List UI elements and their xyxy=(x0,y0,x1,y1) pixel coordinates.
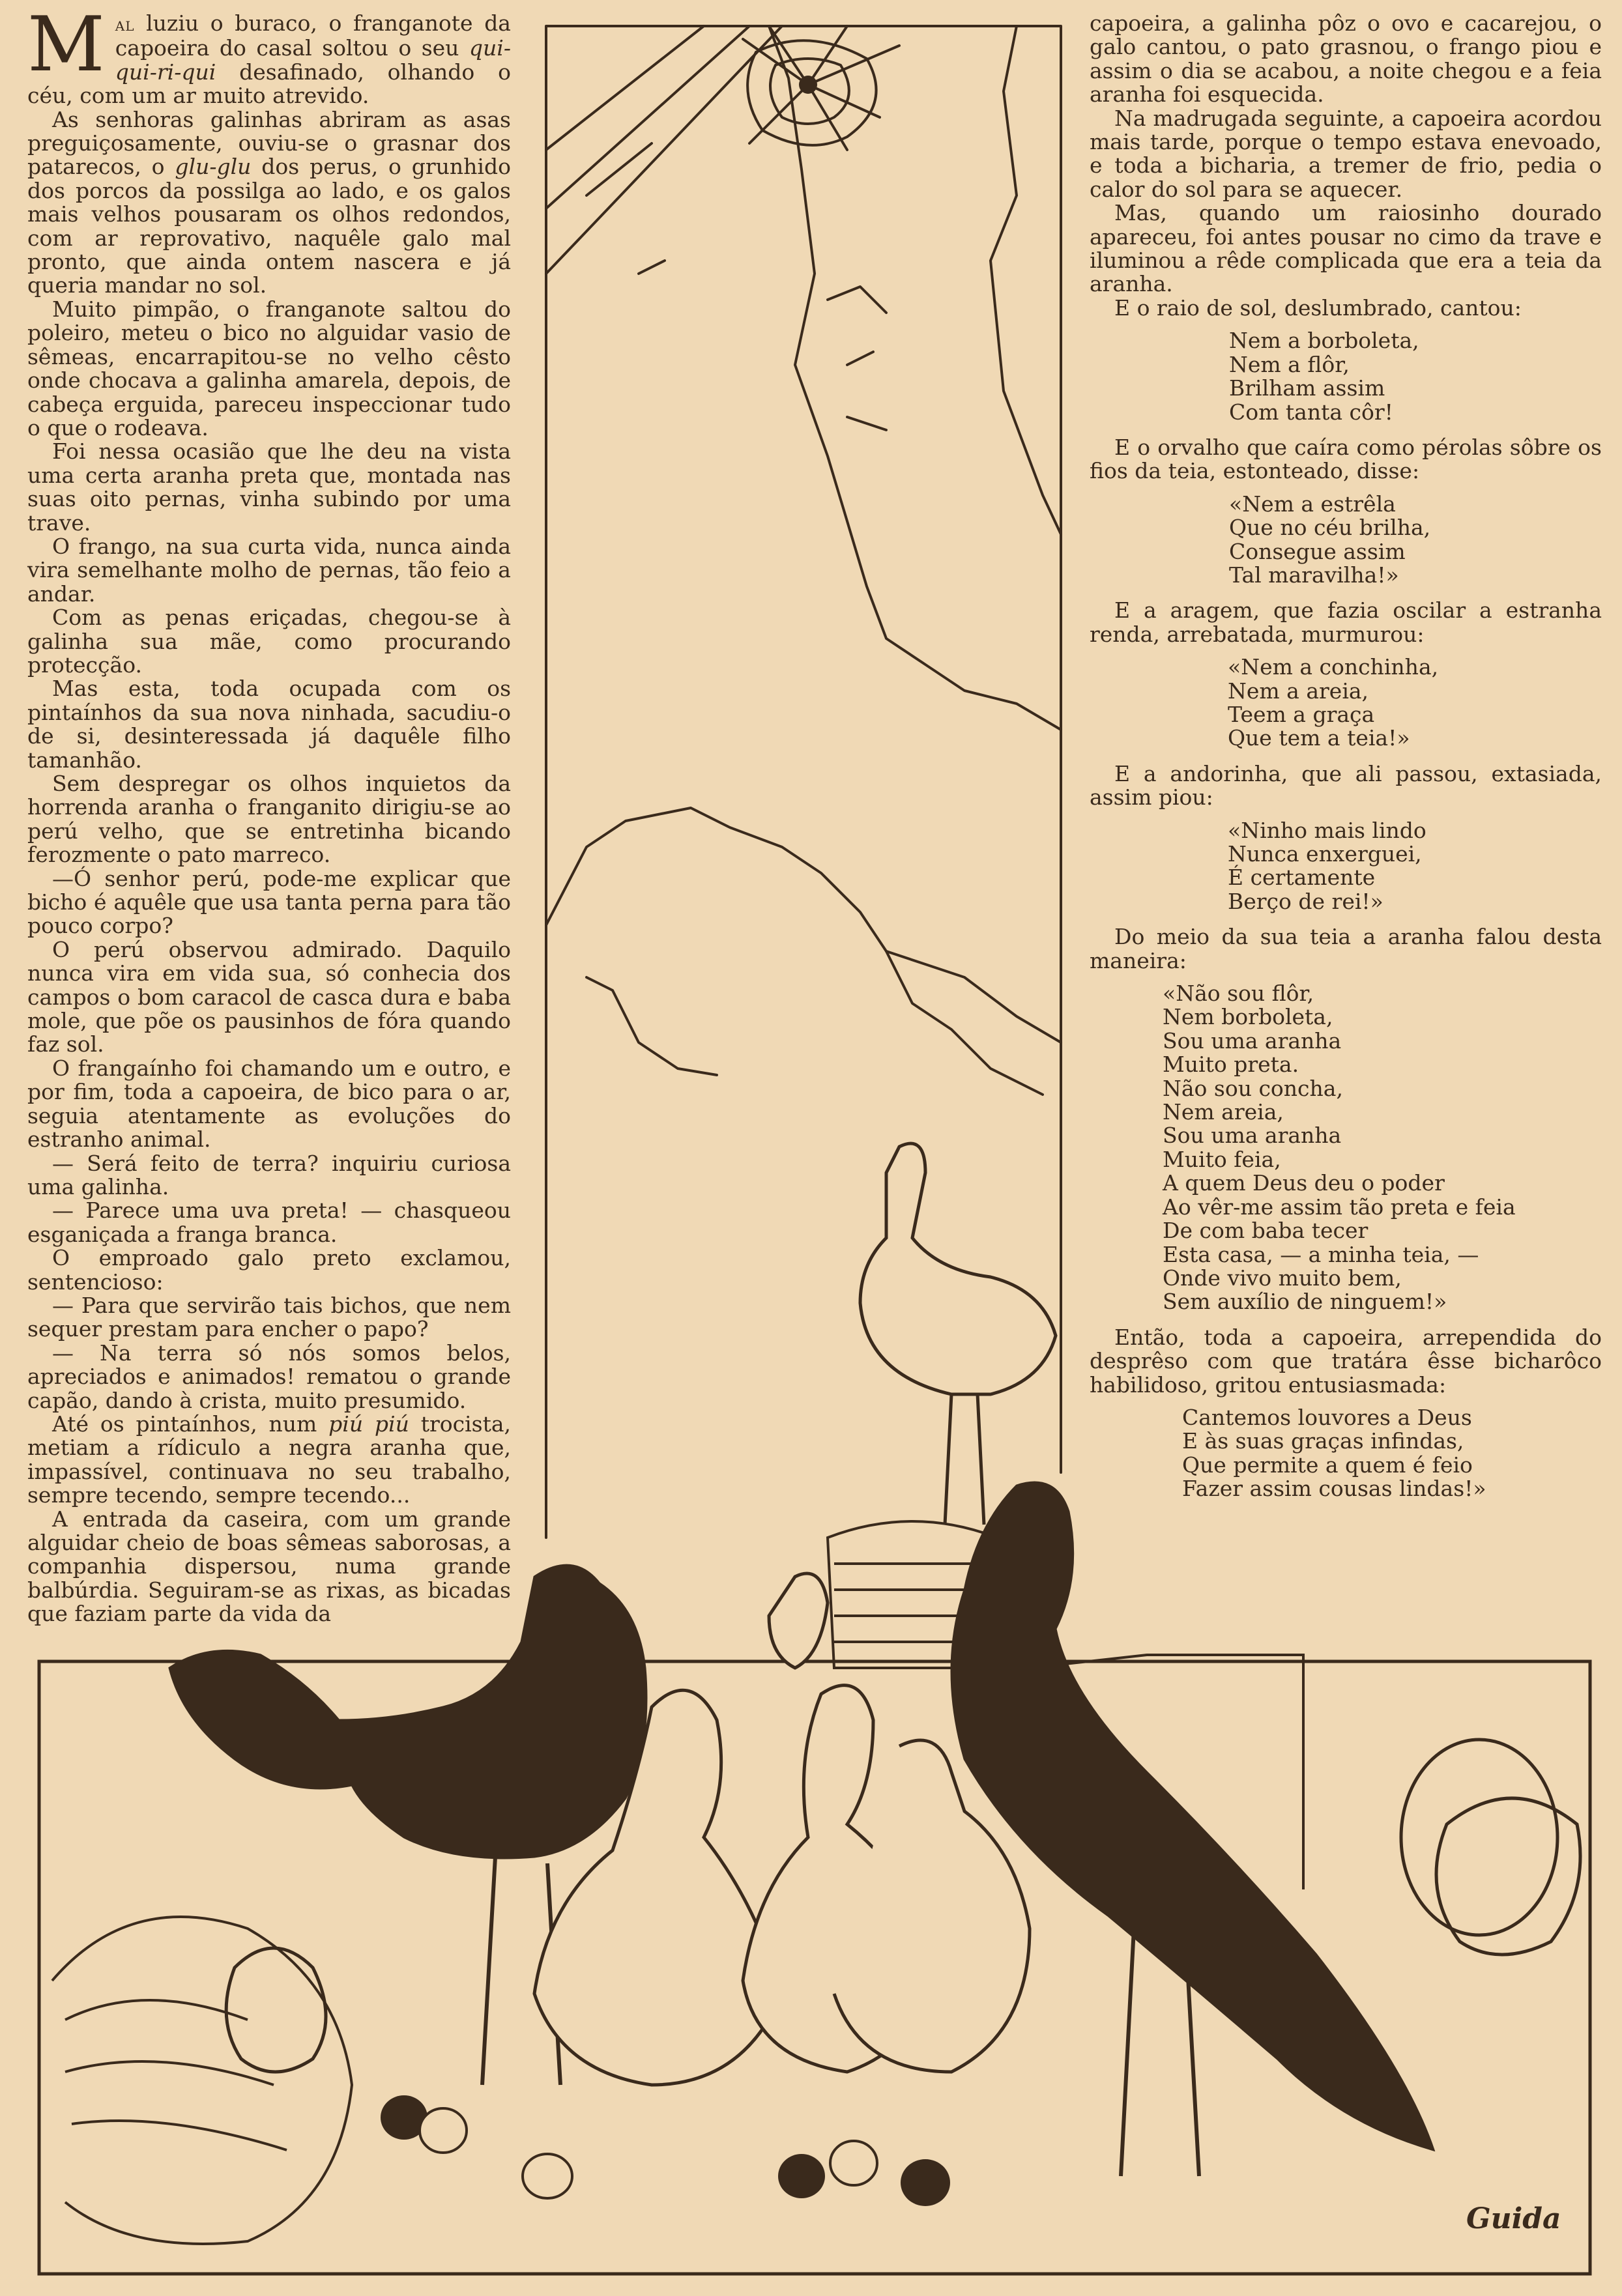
paragraph: Foi nessa ocasião que lhe deu na vista uma certa aranha preta que, montada nas suas oito pernas, vinha subindo por uma trave. xyxy=(27,438,511,536)
paragraph: Na madrugada seguinte, a capoeira acordou mais tarde, porque o tempo estava enevoado, e toda a bicharia, a tremer de frio, pedia o calor do sol para se aquecer. xyxy=(1090,105,1602,202)
paragraph: O emproado galo preto exclamou, sentencioso: xyxy=(27,1245,511,1295)
paragraph: Muito pimpão, o franganote saltou do poleiro, meteu o bico no alguidar vasio de sêmeas, encarrapitou-se no velho cêsto onde chocava a galinha amarela, depois, de cabeça erguida, pareceu inspeccionar tudo o que o rodeava. xyxy=(27,296,511,440)
paragraph: — Na terra só nós somos belos, apreciados e animados! rematou o grande capão, dando à crista, muito presumido. xyxy=(27,1340,511,1413)
paragraph: E o raio de sol, deslumbrado, cantou: xyxy=(1114,294,1522,321)
verse-swallow: «Ninho mais lindo Nunca enxerguei, É certamente Berço de rei!» xyxy=(1228,817,1426,914)
paragraph: Mal luziu o buraco, o franganote da capoeira do casal soltou o seu qui-qui-ri-qui desafinado, olhando o céu, com um ar muito atrevido. xyxy=(27,1,511,109)
verse-dew: «Nem a estrêla Que no céu brilha, Consegue assim Tal maravilha!» xyxy=(1229,491,1431,588)
paragraph: — Para que servirão tais bichos, que nem sequer prestam para encher o papo? xyxy=(27,1292,511,1342)
paragraph: E a andorinha, que ali passou, extasiada, assim piou: xyxy=(1090,760,1602,811)
paragraph: — Será feito de terra? inquiriu curiosa uma galinha. xyxy=(27,1150,511,1199)
paragraph: Com as penas eriçadas, chegou-se à galinha sua mãe, como procurando protecção. xyxy=(27,605,511,678)
verse-final: Cantemos louvores a Deus E às suas graças infindas, Que permite a quem é feio Fazer assim cousas lindas!» xyxy=(1182,1404,1486,1502)
paragraph: Mas esta, toda ocupada com os pintaínhos da sua nova ninhada, sacudiu-o de si, desinteressada já daquêle filho tamanhão. xyxy=(27,676,511,773)
paragraph: Até os pintaínhos, num piú piú trocista, metiam a rídiculo a negra aranha que, impassível, continuava no seu trabalho, sempre tecendo, sempre tecendo... xyxy=(27,1411,512,1508)
paragraph: E o orvalho que caíra como pérolas sôbre os fios da teia, estonteado, disse: xyxy=(1090,434,1602,484)
paragraph: Então, toda a capoeira, arrependida do desprêso com que tratára êsse bicharôco habilidoso, gritou entusiasmada: xyxy=(1090,1324,1602,1398)
paragraph: As senhoras galinhas abriram as asas preguiçosamente, ouviu-se o grasnar dos patarecos, o glu-glu dos perus, o grunhido dos porcos da possilga ao lado, e os galos mais velhos pousaram os olhos redondos, com ar reprovativo, naquêle galo mal pronto, que ainda ontem nascera e já queria mandar no sol. xyxy=(27,106,511,298)
wooden-beam xyxy=(546,26,782,274)
paragraph: E a aragem, que fazia oscilar a estranha renda, arrebatada, murmurou: xyxy=(1090,597,1602,647)
paragraph: Mas, quando um raiosinho dourado apareceu, foi antes pousar no cimo da trave e iluminou a rêde complicada que era a teia da aranha. xyxy=(1090,200,1602,297)
paragraph: O perú observou admirado. Daquilo nunca vira em vida sua, só conhecia dos campos o bom caracol de casca dura e baba mole, que põe os pausinhos de fóra quando faz sol. xyxy=(27,936,511,1057)
paragraph: O frango, na sua curta vida, nunca ainda vira semelhante molho de pernas, tão feio a andar. xyxy=(27,533,511,607)
verse-spider: «Não sou flôr, Nem borboleta, Sou uma aranha Muito preta. Não sou concha, Nem areia, Sou uma aranha Muito feia, A quem Deus deu o poder Ao vêr-me assim tão preta e feia De com baba tecer Esta casa, — a minha teia, — Onde vivo muito bem, Sem auxílio de ninguem!» xyxy=(1163,981,1516,1315)
right-text-column xyxy=(1090,12,1602,1513)
paragraph: —Ó senhor perú, pode-me explicar que bicho é aquêle que usa tanta perna para tão pouco corpo? xyxy=(27,865,511,939)
paragraph: Sem despregar os olhos inquietos da horrenda aranha o franganito dirigiu-se ao perú velho, que se entretinha bicando ferozmente o pato marreco. xyxy=(27,771,511,868)
verse-breeze: «Nem a conchinha, Nem a areia, Teem a graça Que tem a teia!» xyxy=(1228,654,1439,751)
paragraph: A entrada da caseira, com um grande alguidar cheio de boas sêmeas saborosas, a companhia dispersou, numa grande balbúrdia. Seguiram-se as rixas, as bicadas que faziam parte da vida da xyxy=(27,1506,511,1627)
verse-sun: Nem a borboleta, Nem a flôr, Brilham assim Com tanta côr! xyxy=(1229,328,1419,425)
paragraph: Do meio da sua teia a aranha falou desta maneira: xyxy=(1090,924,1602,973)
spider xyxy=(799,76,817,94)
left-text-column xyxy=(27,1,512,1627)
drop-cap: M xyxy=(27,1,105,89)
paragraph: — Parece uma uva preta! — chasqueou esganiçada a franga branca. xyxy=(27,1198,511,1247)
paragraph: capoeira, a galinha pôz o ovo e cacarejou, o galo cantou, o pato grasnou, o frango piou e assim o dia se acabou, a noite chegou e a feia aranha foi esquecida. xyxy=(1090,10,1602,108)
artist-signature: Guida xyxy=(1466,2202,1561,2235)
paragraph: O frangaínho foi chamando um e outro, e por fim, toda a capoeira, de bico para o ar, seguia atentamente as evoluções do estranho animal. xyxy=(27,1055,511,1153)
